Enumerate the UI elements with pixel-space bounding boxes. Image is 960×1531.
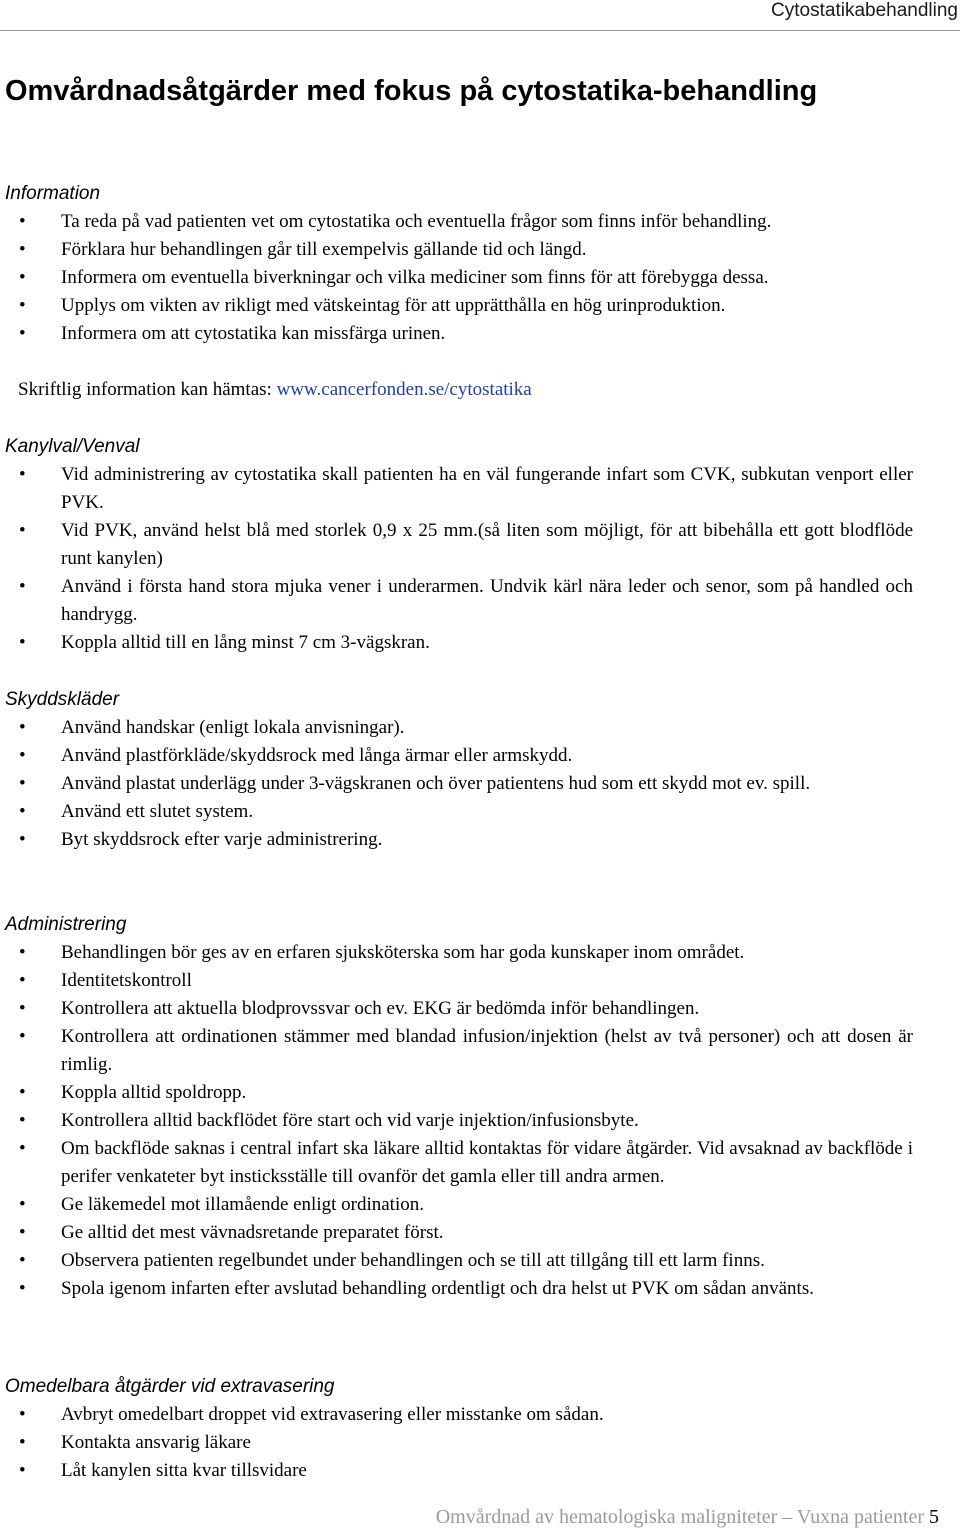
bullet-icon: •: [19, 323, 26, 344]
list-item-text: Behandlingen bör ges av en erfaren sjuksköterska som har goda kunskaper inom området.: [61, 942, 745, 963]
list-item-text: Kontrollera att aktuella blodprovssvar och ev. EKG är bedömda inför behandlingen.: [61, 998, 700, 1019]
running-header: Cytostatikabehandling: [771, 0, 958, 21]
list-item-text: Ge läkemedel mot illamående enligt ordination.: [61, 1194, 424, 1215]
info-note-text: Skriftlig information kan hämtas:: [18, 379, 277, 400]
list-item: [0, 629, 913, 657]
page-title: Omvårdnadsåtgärder med fokus på cytostatika-behandling: [5, 75, 818, 107]
bullet-icon: •: [19, 239, 26, 260]
section-administrering: [0, 911, 960, 1303]
section-information: [0, 180, 960, 348]
list-item: [0, 967, 913, 995]
bullet-icon: •: [19, 942, 26, 963]
bullet-icon: •: [19, 773, 26, 794]
bullet-icon: •: [19, 1432, 26, 1453]
section-heading: Kanylval/Venval: [5, 436, 140, 457]
list-item: [0, 939, 913, 967]
list-item-text: Ge alltid det mest vävnadsretande preparatet först.: [61, 1222, 444, 1243]
bullet-icon: •: [19, 576, 26, 597]
list-item: [0, 264, 913, 292]
bullet-icon: •: [19, 1222, 26, 1243]
list-item: [0, 1429, 913, 1457]
list-item: [0, 1135, 913, 1191]
list-item-text: Använd plastförkläde/skyddsrock med långa ärmar eller armskydd.: [61, 745, 573, 766]
bullet-icon: •: [19, 745, 26, 766]
bullet-icon: •: [19, 520, 26, 541]
list-item-text: Kontakta ansvarig läkare: [61, 1432, 251, 1453]
list-item-text: Kontrollera alltid backflödet före start och vid varje injektion/infusionsbyte.: [61, 1110, 639, 1131]
bullet-icon: •: [19, 970, 26, 991]
bullet-icon: •: [19, 998, 26, 1019]
list-item-text: Koppla alltid spoldropp.: [61, 1082, 247, 1103]
list-item: [0, 742, 913, 770]
bullet-list: [0, 939, 960, 1303]
bullet-icon: •: [19, 717, 26, 738]
section-heading: Skyddskläder: [5, 689, 120, 710]
list-item-text: Vid PVK, använd helst blå med storlek 0,9 x 25 mm.(så liten som möjligt, för att bibehålla ett gott blodflöde runt kanylen): [61, 520, 913, 569]
list-item-text: Informera om att cytostatika kan missfärga urinen.: [61, 323, 446, 344]
list-item-text: Använd ett slutet system.: [61, 801, 254, 822]
list-item: [0, 320, 913, 348]
bullet-icon: •: [19, 1110, 26, 1131]
bullet-icon: •: [19, 211, 26, 232]
bullet-icon: •: [19, 1082, 26, 1103]
list-item: [0, 236, 913, 264]
bullet-icon: •: [19, 1194, 26, 1215]
list-item-text: Koppla alltid till en lång minst 7 cm 3-vägskran.: [61, 632, 430, 653]
list-item-text: Informera om eventuella biverkningar och vilka mediciner som finns för att förebygga dessa.: [61, 267, 769, 288]
list-item-text: Kontrollera att ordinationen stämmer med blandad infusion/injektion (helst av två personer) och att dosen är rimlig.: [61, 1026, 913, 1075]
list-item: [0, 1401, 913, 1429]
header-divider: [0, 30, 960, 31]
bullet-list: [0, 208, 960, 348]
bullet-list: [0, 1401, 960, 1485]
bullet-icon: •: [19, 1138, 26, 1159]
bullet-icon: •: [19, 464, 26, 485]
bullet-icon: •: [19, 829, 26, 850]
list-item-text: Låt kanylen sitta kvar tillsvidare: [61, 1460, 307, 1481]
list-item-text: Ta reda på vad patienten vet om cytostatika och eventuella frågor som finns inför behandling.: [61, 211, 772, 232]
section-skyddsklader: [0, 686, 960, 854]
section-heading: Administrering: [5, 914, 127, 935]
list-item-text: Identitetskontroll: [61, 970, 192, 991]
list-item: [0, 292, 913, 320]
list-item: [0, 1079, 913, 1107]
list-item-text: Använd i första hand stora mjuka vener i underarmen. Undvik kärl nära leder och senor, som på handled och handrygg.: [61, 576, 913, 625]
bullet-icon: •: [19, 295, 26, 316]
list-item-text: Observera patienten regelbundet under behandlingen och se till att tillgång till ett larm finns.: [61, 1250, 765, 1271]
section-heading: Omedelbara åtgärder vid extravasering: [5, 1376, 335, 1397]
bullet-icon: •: [19, 1404, 26, 1425]
list-item: [0, 714, 913, 742]
list-item: [0, 798, 913, 826]
list-item-text: Använd handskar (enligt lokala anvisningar).: [61, 717, 405, 738]
bullet-icon: •: [19, 1026, 26, 1047]
page-number: 5: [929, 1506, 939, 1528]
bullet-icon: •: [19, 1278, 26, 1299]
bullet-list: [0, 461, 960, 657]
list-item: [0, 1191, 913, 1219]
list-item: [0, 1275, 913, 1303]
list-item: [0, 1219, 913, 1247]
cancerfonden-link[interactable]: www.cancerfonden.se/cytostatika: [276, 379, 532, 400]
list-item-text: Använd plastat underlägg under 3-vägskranen och över patientens hud som ett skydd mot ev. spill.: [61, 773, 811, 794]
info-note: [18, 376, 532, 404]
section-kanylval: [0, 433, 960, 657]
section-heading: Information: [5, 183, 101, 204]
list-item: [0, 573, 913, 629]
list-item: [0, 1023, 913, 1079]
page-footer: [436, 1503, 939, 1531]
bullet-icon: •: [19, 1460, 26, 1481]
footer-title: Omvårdnad av hematologiska maligniteter – Vuxna patienter: [435, 1506, 924, 1528]
list-item-text: Byt skyddsrock efter varje administrering.: [61, 829, 383, 850]
bullet-icon: •: [19, 267, 26, 288]
list-item: [0, 461, 913, 517]
list-item: [0, 1247, 913, 1275]
list-item: [0, 208, 913, 236]
bullet-icon: •: [19, 632, 26, 653]
section-extravasering: [0, 1373, 960, 1485]
list-item-text: Förklara hur behandlingen går till exempelvis gällande tid och längd.: [61, 239, 587, 260]
list-item: [0, 1107, 913, 1135]
list-item: [0, 517, 913, 573]
list-item: [0, 770, 913, 798]
list-item: [0, 826, 913, 854]
list-item-text: Spola igenom infarten efter avslutad behandling ordentligt och dra helst ut PVK om sådan använts.: [61, 1278, 814, 1299]
list-item-text: Vid administrering av cytostatika skall patienten ha en väl fungerande infart som CVK, subkutan venport eller PVK.: [61, 464, 913, 513]
list-item-text: Upplys om vikten av rikligt med vätskeintag för att upprätthålla en hög urinproduktion.: [61, 295, 726, 316]
list-item: [0, 1457, 913, 1485]
list-item: [0, 995, 913, 1023]
bullet-icon: •: [19, 1250, 26, 1271]
bullet-icon: •: [19, 801, 26, 822]
list-item-text: Om backflöde saknas i central infart ska läkare alltid kontaktas för vidare åtgärder. Vid avsaknad av backflöde i perifer venkateter byt insticksställe till ovanför det gamla eller till andra armen.: [61, 1138, 913, 1187]
list-item-text: Avbryt omedelbart droppet vid extravasering eller misstanke om sådan.: [61, 1404, 604, 1425]
bullet-list: [0, 714, 960, 854]
